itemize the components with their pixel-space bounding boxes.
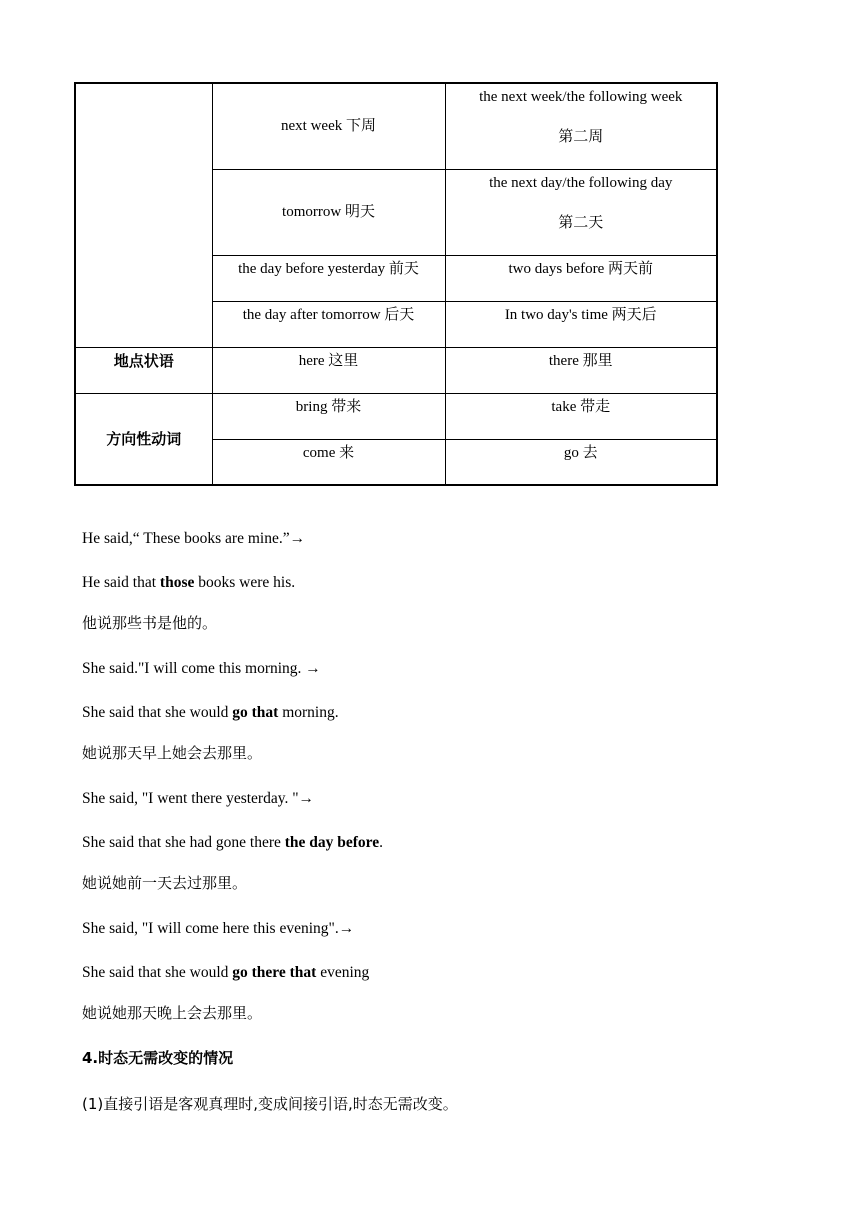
section-heading: 4.时态无需改变的情况 — [82, 1049, 234, 1067]
direct-cell — [212, 393, 445, 439]
emphasis-text: go that — [232, 704, 279, 721]
indirect-text: go 去 — [563, 444, 598, 461]
direct-cell: next week 下周 — [212, 83, 445, 169]
direct-text: bring 带来 — [295, 398, 362, 415]
emphasis-text: those — [159, 574, 195, 591]
table-row — [75, 83, 717, 169]
indirect-cell — [445, 393, 717, 439]
indirect-text: two days before 两天前 — [508, 260, 654, 277]
indirect-line: the next week/the following week — [479, 89, 683, 105]
text-span: She said that she would — [82, 964, 233, 981]
example-3-direct: She said, "I went there yesterday. "→ — [82, 790, 315, 807]
section-item-1: (1)直接引语是客观真理时,变成间接引语,时态无需改变。 — [82, 1095, 458, 1113]
table-row — [75, 347, 717, 393]
indirect-line-cn: 第二天 — [558, 214, 604, 231]
text-span: She said that she would — [82, 704, 233, 721]
text-span: evening — [316, 964, 370, 981]
indirect-cell — [445, 301, 717, 347]
text-span: He said that — [82, 574, 160, 591]
row-header-text: 地点状语 — [113, 351, 174, 370]
indirect-line: the next day/the following day — [489, 174, 673, 191]
text-span: books were his. — [194, 574, 296, 591]
indirect-cell — [445, 347, 717, 393]
time-adverbial-empty-cell — [75, 83, 212, 347]
direct-text: here 这里 — [298, 352, 359, 369]
direct-cell — [212, 347, 445, 393]
indirect-text: there 那里 — [548, 352, 613, 369]
example-2-indirect — [82, 703, 339, 723]
direct-cell: tomorrow 明天 — [212, 169, 445, 255]
indirect-line-cn: 第二周 — [558, 129, 604, 145]
direct-cell — [212, 439, 445, 485]
direct-text: come 来 — [302, 444, 355, 461]
indirect-cell — [445, 255, 717, 301]
example-4-indirect — [82, 963, 369, 983]
direct-text: the day before yesterday 前天 — [238, 260, 419, 277]
direct-cell — [212, 301, 445, 347]
example-3-translation: 她说她前一天去过那里。 — [82, 874, 248, 892]
text-span: morning. — [278, 704, 339, 721]
example-2-translation: 她说那天早上她会去那里。 — [82, 744, 263, 762]
emphasis-text: the day before — [284, 834, 380, 851]
indirect-cell — [445, 439, 717, 485]
text-span: . — [379, 834, 384, 851]
example-4-direct: She said, "I will come here this evening".→ — [82, 920, 355, 937]
direct-text: the day after tomorrow 后天 — [242, 306, 415, 323]
emphasis-text: go there that — [232, 964, 317, 981]
tense-adverbial-table — [74, 82, 718, 486]
example-3-indirect — [82, 833, 383, 853]
example-4-translation: 她说她那天晚上会去那里。 — [82, 1004, 263, 1022]
row-header-directional-verbs: 方向性动词 — [75, 393, 212, 485]
row-header-place-adverbial — [75, 347, 212, 393]
indirect-cell — [445, 169, 717, 255]
example-1-translation: 他说那些书是他的。 — [82, 614, 218, 632]
indirect-cell — [445, 83, 717, 169]
example-2-direct: She said."I will come this morning. → — [82, 660, 321, 677]
text-span: She said that she had gone there — [82, 834, 285, 851]
example-1-indirect — [82, 573, 295, 593]
example-1-direct: He said,“ These books are mine.”→ — [82, 530, 306, 547]
indirect-text: In two day's time 两天后 — [504, 306, 657, 323]
indirect-text: take 带走 — [551, 398, 611, 415]
direct-cell — [212, 255, 445, 301]
table-row — [75, 393, 717, 439]
